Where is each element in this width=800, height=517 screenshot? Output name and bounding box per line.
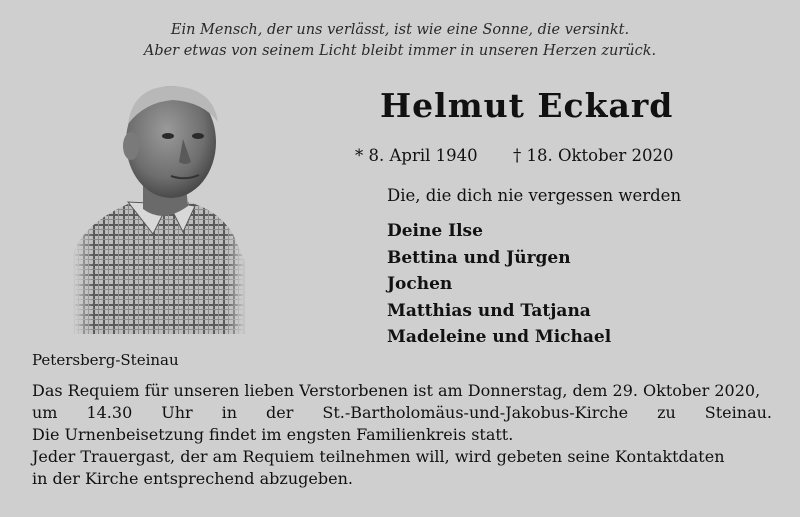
motto-line-1: Ein Mensch, der uns verlässt, ist wie eine Sonne, die versinkt. <box>170 22 630 38</box>
place-name: Petersberg-Steinau <box>32 351 179 369</box>
notice-line: um 14.30 Uhr in der St.-Bartholomäus-und-Jakobus-Kirche zu Steinau. <box>32 403 772 422</box>
mourner-item: Deine Ilse <box>387 221 483 241</box>
death-date: † 18. Oktober 2020 <box>513 146 674 165</box>
mourner-item: Matthias und Tatjana <box>387 300 591 321</box>
mourner-item: Bettina und Jürgen <box>387 247 571 268</box>
mourners-list <box>387 218 611 351</box>
notice-line: Die Urnenbeisetzung findet im engsten Familienkreis statt. <box>32 425 514 444</box>
notice-line: Jeder Trauergast, der am Requiem teilnehmen will, wird gebeten seine Kontaktdaten <box>32 447 725 466</box>
motto-line-2: Aber etwas von seinem Licht bleibt immer in unseren Herzen zurück. <box>143 43 657 59</box>
mourners-intro: Die, die dich nie vergessen werden <box>387 186 682 205</box>
notice-line: Das Requiem für unseren lieben Verstorbenen ist am Donnerstag, dem 29. Oktober 2020, <box>32 381 761 400</box>
motto-quote <box>0 20 800 62</box>
notice-line: in der Kirche entsprechend abzugeben. <box>32 469 353 488</box>
mourner-item: Madeleine und Michael <box>387 327 612 347</box>
portrait-photo <box>73 84 246 334</box>
birth-date: * 8. April 1940 <box>355 146 478 165</box>
mourner-item: Jochen <box>387 274 453 294</box>
service-notice <box>32 380 772 490</box>
deceased-name: Helmut Eckard <box>380 86 674 125</box>
